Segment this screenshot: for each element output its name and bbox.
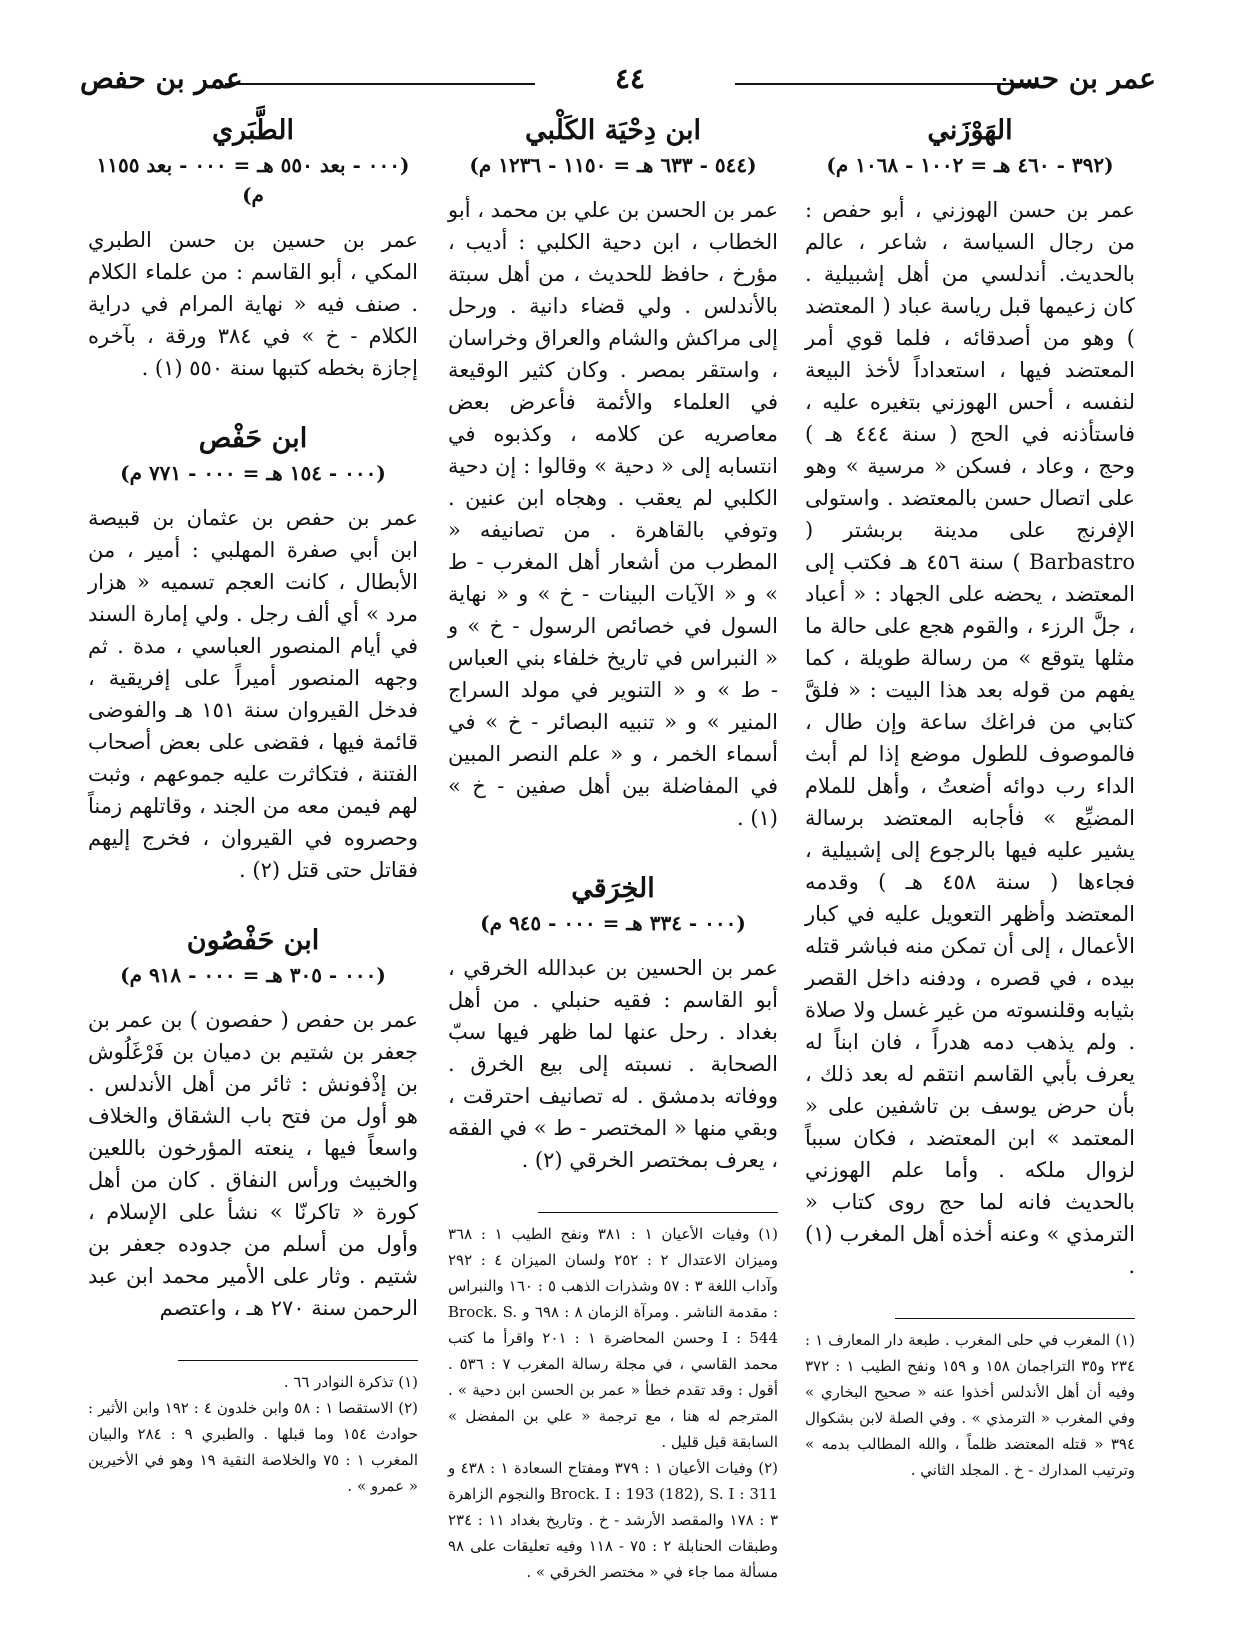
footnote-rule (895, 1318, 1135, 1319)
entry-ibn-hafsun (88, 922, 418, 1324)
entry-title: الخِرَقي (571, 873, 655, 904)
footnotes (88, 1369, 418, 1499)
footnote: (١) وفيات الأعيان ١ : ٣٨١ ونفح الطيب ١ : ٣٦٨ وميزان الاعتدال ٢ : ٢٥٢ ولسان الميزان ٤ : ٢٩٢ وآداب اللغة ٣ : ٥٧ وشذرات الذهب ٥ : ١٦٠ والنبراس : مقدمة الناشر . ومرآة الزمان ٨ : ٦٩٨ و Brock. S. I : 544 وحسن المحاضرة ١ : ٢٠١ واقرأ ما كتب محمد القاسي ، في مجلة رسالة المغرب ٧ : ٥٣٦ . أقول : وقد تقدم خطأ « عمر بن الحسن ابن دحية » . المترجم له هنا ، مع ترجمة « علي بن المفضل » السابقة قبل قليل . (448, 1225, 779, 1451)
footnote: (٢) الاستقصا ١ : ٥٨ وابن خلدون ٤ : ١٩٢ وابن الأثير : حوادث ١٥٤ وما قبلها . والطبري ٩ : ٢٨٤ والبيان المغرب ١ : ٧٥ والخلاصة النقية ١٩ وهو في الأخيرين « عمرو » . (88, 1399, 418, 1495)
column-right (805, 112, 1135, 1483)
entry-title: الطَّبَري (211, 115, 295, 146)
entry-khiraqi (448, 870, 778, 1176)
entry-dates: (٠٠٠ - ٣٠٥ هـ = ٠٠٠ - ٩١٨ م) (120, 963, 386, 987)
entry-body: عمر بن حسن الهوزني ، أبو حفص : من رجال السياسة ، شاعر ، عالم بالحديث. أندلسي من أهل إشبيلية . كان زعيمها قبل رياسة عباد ( المعتضد ) وهو من أصدقائه ، فلما قوي أمر المعتضد فيها ، استعداداً لأخذ البيعة لنفسه ، أحس الهوزني بتغيره عليه ، فاستأذنه في الحج ( سنة ٤٤٤ هـ ) وحج ، وعاد ، فسكن « مرسية » وهو على اتصال حسن بالمعتضد . واستولى الإفرنج على مدينة بربشتر ( Barbastro ) سنة ٤٥٦ هـ فكتب إلى المعتضد ، يحضه على الجهاد : « أعباد ، جلَّ الرزء ، والقوم هجع على حالة ما مثلها يتوقع » من رسالة طويلة ، كما يفهم من قوله بعد هذا البيت : « فلقَّ كتابي من فراغك ساعة وإن طال ، فالموصوف للطول موضع إذا لم أبث الداء رب دوائه أضعتُ ، وأهل للملام المضيِّع » فأجابه المعتضد برسالة يشير عليه فيها بالرجوع إلى إشبيلية ، فجاءها ( سنة ٤٥٨ هـ ) وقدمه المعتضد وأظهر التعويل عليه في كبار الأعمال ، إلى أن تمكن منه فباشر قتله بيده ، في قصره ، ودفنه داخل القصر بثيابه وقلنسوته من غير غسل ولا صلاة . ولم يذهب دمه هدراً ، فان ابناً له يعرف بأبي القاسم انتقم له بعد ذلك ، بأن حرض يوسف بن تاشفين على « المعتمد » ابن المعتضد ، فكان سبباً لزوال ملكه . وأما علم الهوزني بالحديث فانه لما حج روى كتاب « الترمذي » وعنه أخذه أهل المغرب (١) . (805, 198, 1135, 1278)
entry-dates: (٠٠٠ - ٣٣٤ هـ = ٠٠٠ - ٩٤٥ م) (480, 911, 746, 935)
entry-body: عمر بن الحسين بن عبدالله الخرقي ، أبو القاسم : فقيه حنبلي . من أهل بغداد . رحل عنها لما ظهر فيها سبّ الصحابة . نسبته إلى بيع الخرق . ووفاته بدمشق . له تصانيف احترقت ، وبقي منها « المختصر - ط » في الفقه ، يعرف بمختصر الخرقي (٢) . (448, 956, 778, 1172)
footnote: (٢) وفيات الأعيان ١ : ٣٧٩ ومفتاح السعادة ١ : ٤٣٨ و Brock. I : 193 (182), S. I : 311 والنجوم الزاهرة ٣ : ١٧٨ والمقصد الأرشد - خ . وتاريخ بغداد ١١ : ٢٣٤ وطبقات الحنابلة ٢ : ٧٥ - ١١٨ وفيه تعليقات على ٩٨ مسألة مما جاء في « مختصر الخرقي » . (448, 1459, 779, 1581)
entry-title: ابن حَفْصُون (186, 925, 320, 956)
header-rule-right (735, 83, 1035, 85)
footnote-rule (178, 1360, 418, 1361)
entry-dates: (٠٠٠ - بعد ٥٥٠ هـ = ٠٠٠ - بعد ١١٥٥ م) (96, 153, 410, 207)
entry-dates: (٠٠٠ - ١٥٤ هـ = ٠٠٠ - ٧٧١ م) (120, 461, 386, 485)
column-left (88, 112, 418, 1499)
entry-dates: (٥٤٤ - ٦٣٣ هـ = ١١٥٠ - ١٢٣٦ م) (469, 153, 757, 177)
entry-body: عمر بن الحسن بن علي بن محمد ، أبو الخطاب ، ابن دحية الكلبي : أديب ، مؤرخ ، حافظ للحديث ، من أهل سبتة بالأندلس . ولي قضاء دانية . ورحل إلى مراكش والشام والعراق وخراسان ، واستقر بمصر . وكان كثير الوقيعة في العلماء والأئمة فأعرض بعض معاصريه عن كلامه ، وكذبوه في انتسابه إلى « دحية » وقالوا : إن دحية الكلبي لم يعقب . وهجاه ابن عنين . وتوفي بالقاهرة . من تصانيفه « المطرب من أشعار أهل المغرب - ط » و « الآيات البينات - خ » و « نهاية السول في خصائص الرسول - خ » و « النبراس في تاريخ خلفاء بني العباس - ط » و « التنوير في مولد السراج المنير » و « تنبيه البصائر - خ » في أسماء الخمر ، و « علم النصر المبين في المفاضلة بين أهل صفين - خ » (١) . (448, 198, 778, 830)
entry-body: عمر بن حفص ( حفصون ) بن عمر بن جعفر بن شتيم بن دميان بن فَرْغَلُوش بن إذْفونش : ثائر من أهل الأندلس . هو أول من فتح باب الشقاق والخلاف واسعاً فيها ، ينعته المؤرخون باللعين والخبيث ورأس النفاق . كان من أهل كورة « تاكرنّا » نشأ على الإسلام ، وأول من أسلم من جدوده جعفر بن شتيم . وثار على الأمير محمد ابن عبد الرحمن سنة ٢٧٠ هـ ، واعتصم (88, 1008, 418, 1320)
running-header-right: عمر بن حسن (995, 62, 1156, 95)
footnotes (805, 1327, 1135, 1483)
header-rule-left (225, 83, 535, 85)
footnote: (١) تذكرة النوادر ٦٦ . (283, 1373, 418, 1391)
entry-title: ابن حَفْص (198, 423, 308, 454)
entry-hawzani (805, 112, 1135, 1282)
entry-title: ابن دِحْيَة الكَلْبي (525, 115, 701, 146)
entry-tabari (88, 112, 418, 384)
page-number: ٤٤ (614, 62, 646, 95)
entry-title: الهَوْزَني (927, 115, 1013, 146)
entry-body: عمر بن حسين بن حسن الطبري المكي ، أبو القاسم : من علماء الكلام . صنف فيه « نهاية المرام في دراية الكلام - خ » في ٣٨٤ ورقة ، بآخره إجازة بخطه كتبها سنة ٥٥٠ (١) . (88, 228, 418, 380)
footnotes (448, 1221, 778, 1585)
running-header (80, 62, 1156, 102)
footnote-rule (538, 1212, 778, 1213)
entry-ibn-dihya (448, 112, 778, 834)
entry-body: عمر بن حفص بن عثمان بن قبيصة ابن أبي صفرة المهلبي : أمير ، من الأبطال ، كانت العجم تسميه « هزار مرد » أي ألف رجل . ولي إمارة السند في أيام المنصور العباسي ، مدة . ثم وجهه المنصور أميراً على إفريقية ، فدخل القيروان سنة ١٥١ هـ والفوضى قائمة فيها ، فقضى على بعض أصحاب الفتنة ، فتكاثرت عليه جموعهم ، وثبت لهم فيمن معه من الجند ، وقاتلهم زمناً وحصروه في القيروان ، فخرج إليهم فقاتل حتى قتل (٢) . (88, 506, 419, 882)
entry-ibn-hafs (88, 420, 418, 886)
column-middle (448, 112, 778, 1585)
entry-dates: (٣٩٢ - ٤٦٠ هـ = ١٠٠٢ - ١٠٦٨ م) (826, 153, 1114, 177)
footnote: (١) المغرب في حلى المغرب . طبعة دار المعارف ١ : ٢٣٤ و٣٥ التراجمان ١٥٨ و ١٥٩ ونفح الطيب ١ : ٣٧٢ وفيه أن أهل الأندلس أخذوا عنه « صحيح البخاري » وفي المغرب « الترمذي » . وفي الصلة لابن بشكوال ٣٩٤ « قتله المعتضد ظلماً ، والله المطالب بدمه » وترتيب المدارك - خ . المجلد الثاني . (805, 1331, 1136, 1479)
running-header-left: عمر بن حفص (80, 62, 243, 95)
